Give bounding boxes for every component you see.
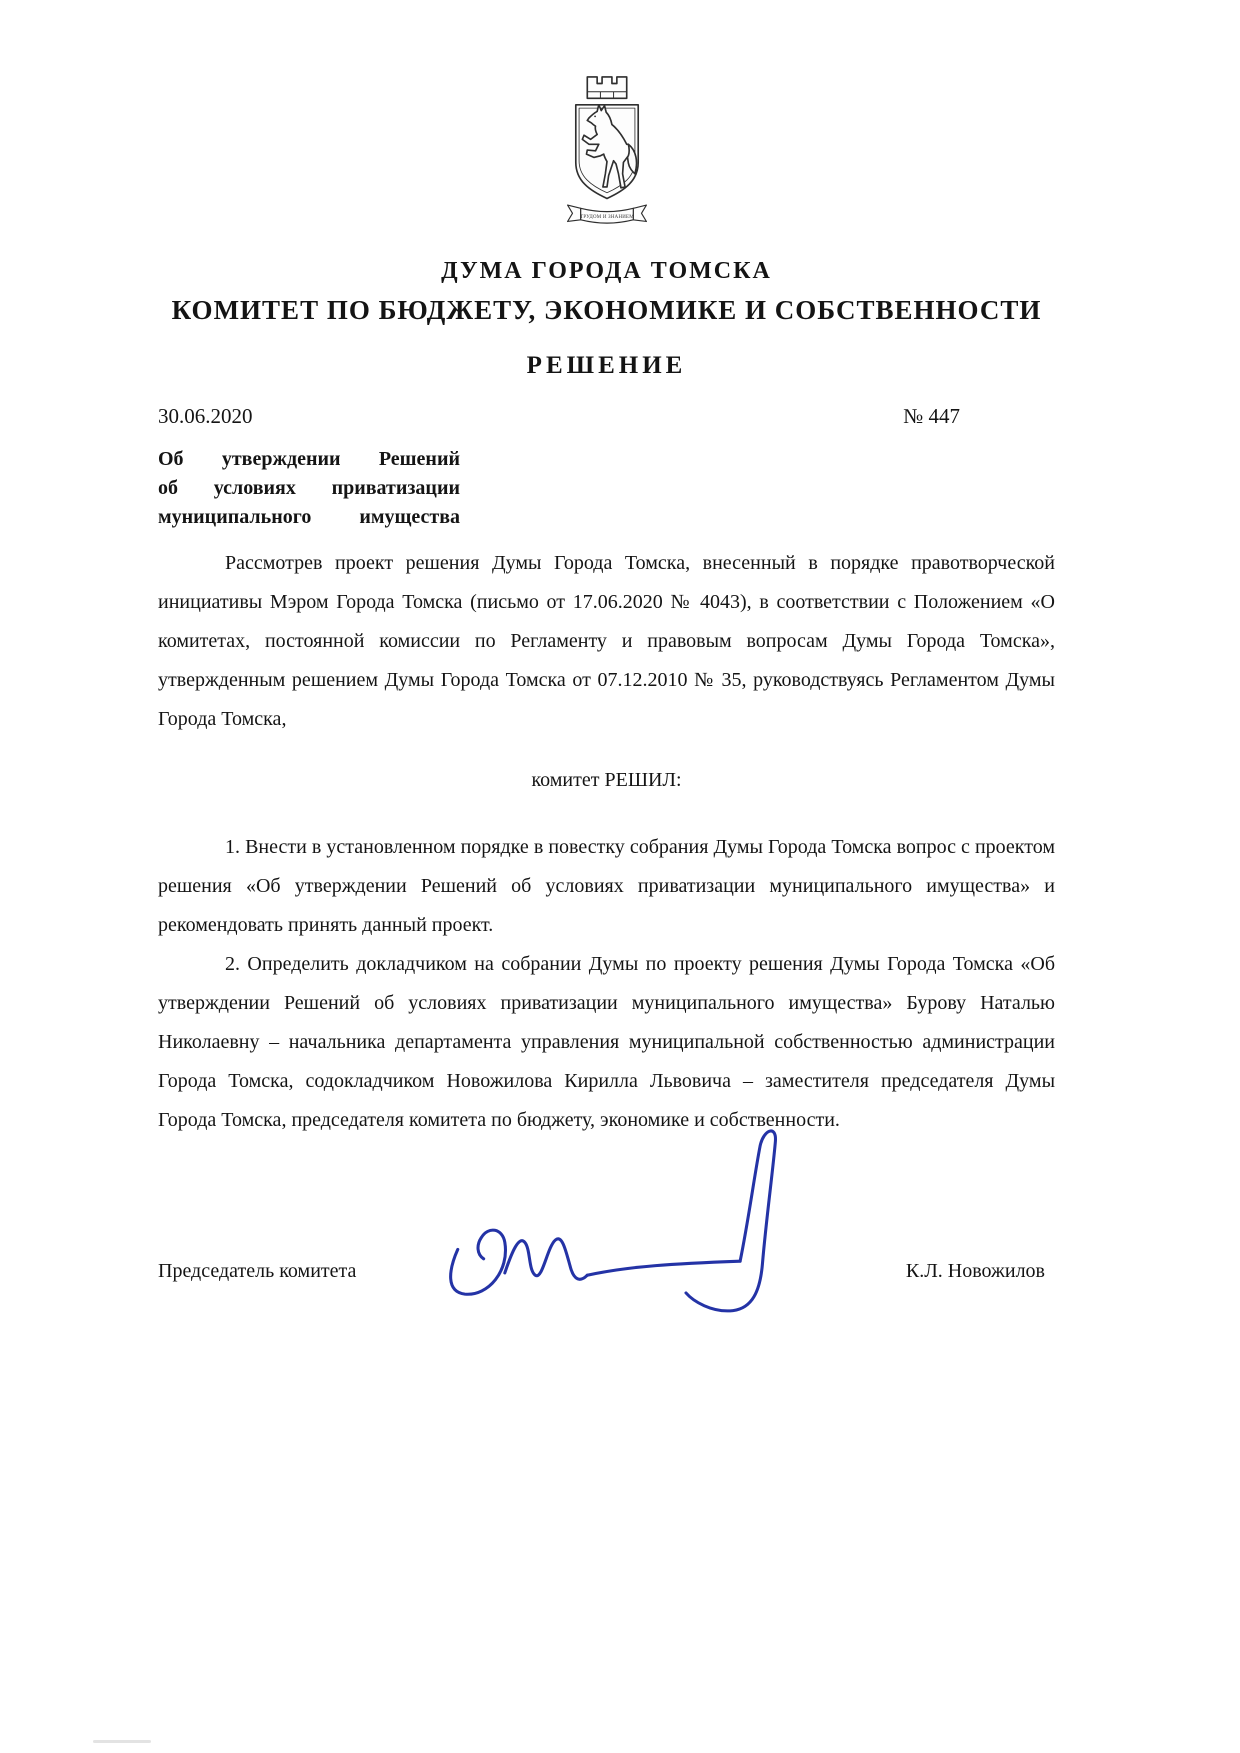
handwritten-signature-icon (406, 1120, 806, 1320)
signature-block (158, 1236, 1055, 1306)
resolution-item-2: 2. Определить докладчиком на собрании Думы по проекту решения Думы Города Томска «Об утверждении Решений об условиях приватизации муниципального имущества» Бурову Наталью Николаевну – начальника департамента управления муниципальной собственностью администрации Города Томска, содокладчиком Новожилова Кирилла Львовича – заместителя председателя Думы Города Томска, председателя комитета по бюджету, экономике и собственности. (158, 953, 1055, 1132)
preamble-paragraph: Рассмотрев проект решения Думы Города Томска, внесенный в порядке правотворческой инициативы Мэром Города Томска (письмо от 17.06.2020 № 4043), в соответствии с Положением «О комитетах, постоянной комиссии по Регламенту и правовым вопросам Думы Города Томска», утвержденным решением Думы Города Томска от 07.12.2010 № 35, руководствуясь Регламентом Думы Города Томска, (158, 552, 1055, 731)
emblem (158, 72, 1055, 236)
document-meta-row (158, 404, 1055, 429)
signer-title: Председатель комитета (158, 1259, 357, 1282)
document-type-title: РЕШЕНИЕ (526, 352, 687, 380)
signer-name: К.Л. Новожилов (905, 1259, 1045, 1282)
resolved-heading: комитет РЕШИЛ: (531, 769, 682, 792)
document-number: № 447 (903, 404, 960, 429)
subject-line: об условиях приватизации (158, 477, 460, 500)
document-subject (158, 445, 460, 532)
subject-line: муниципального имущества (158, 506, 460, 529)
tomsk-coat-of-arms-icon (561, 72, 653, 231)
resolution-item-1: 1. Внести в установленном порядке в повестку собрания Думы Города Томска вопрос с проектом решения «Об утверждении Решений об условиях приватизации муниципального имущества» и рекомендовать принять данный проект. (158, 836, 1055, 937)
committee-name: КОМИТЕТ ПО БЮДЖЕТУ, ЭКОНОМИКЕ И СОБСТВЕННОСТИ (171, 295, 1042, 326)
scan-artifact (93, 1740, 151, 1743)
subject-line: Об утверждении Решений (158, 448, 460, 471)
emblem-motto: ТРУДОМ И ЗНАНИЕМ (579, 214, 634, 220)
document-date: 30.06.2020 (158, 404, 253, 429)
organization-name: ДУМА ГОРОДА ТОМСКА (441, 258, 772, 285)
